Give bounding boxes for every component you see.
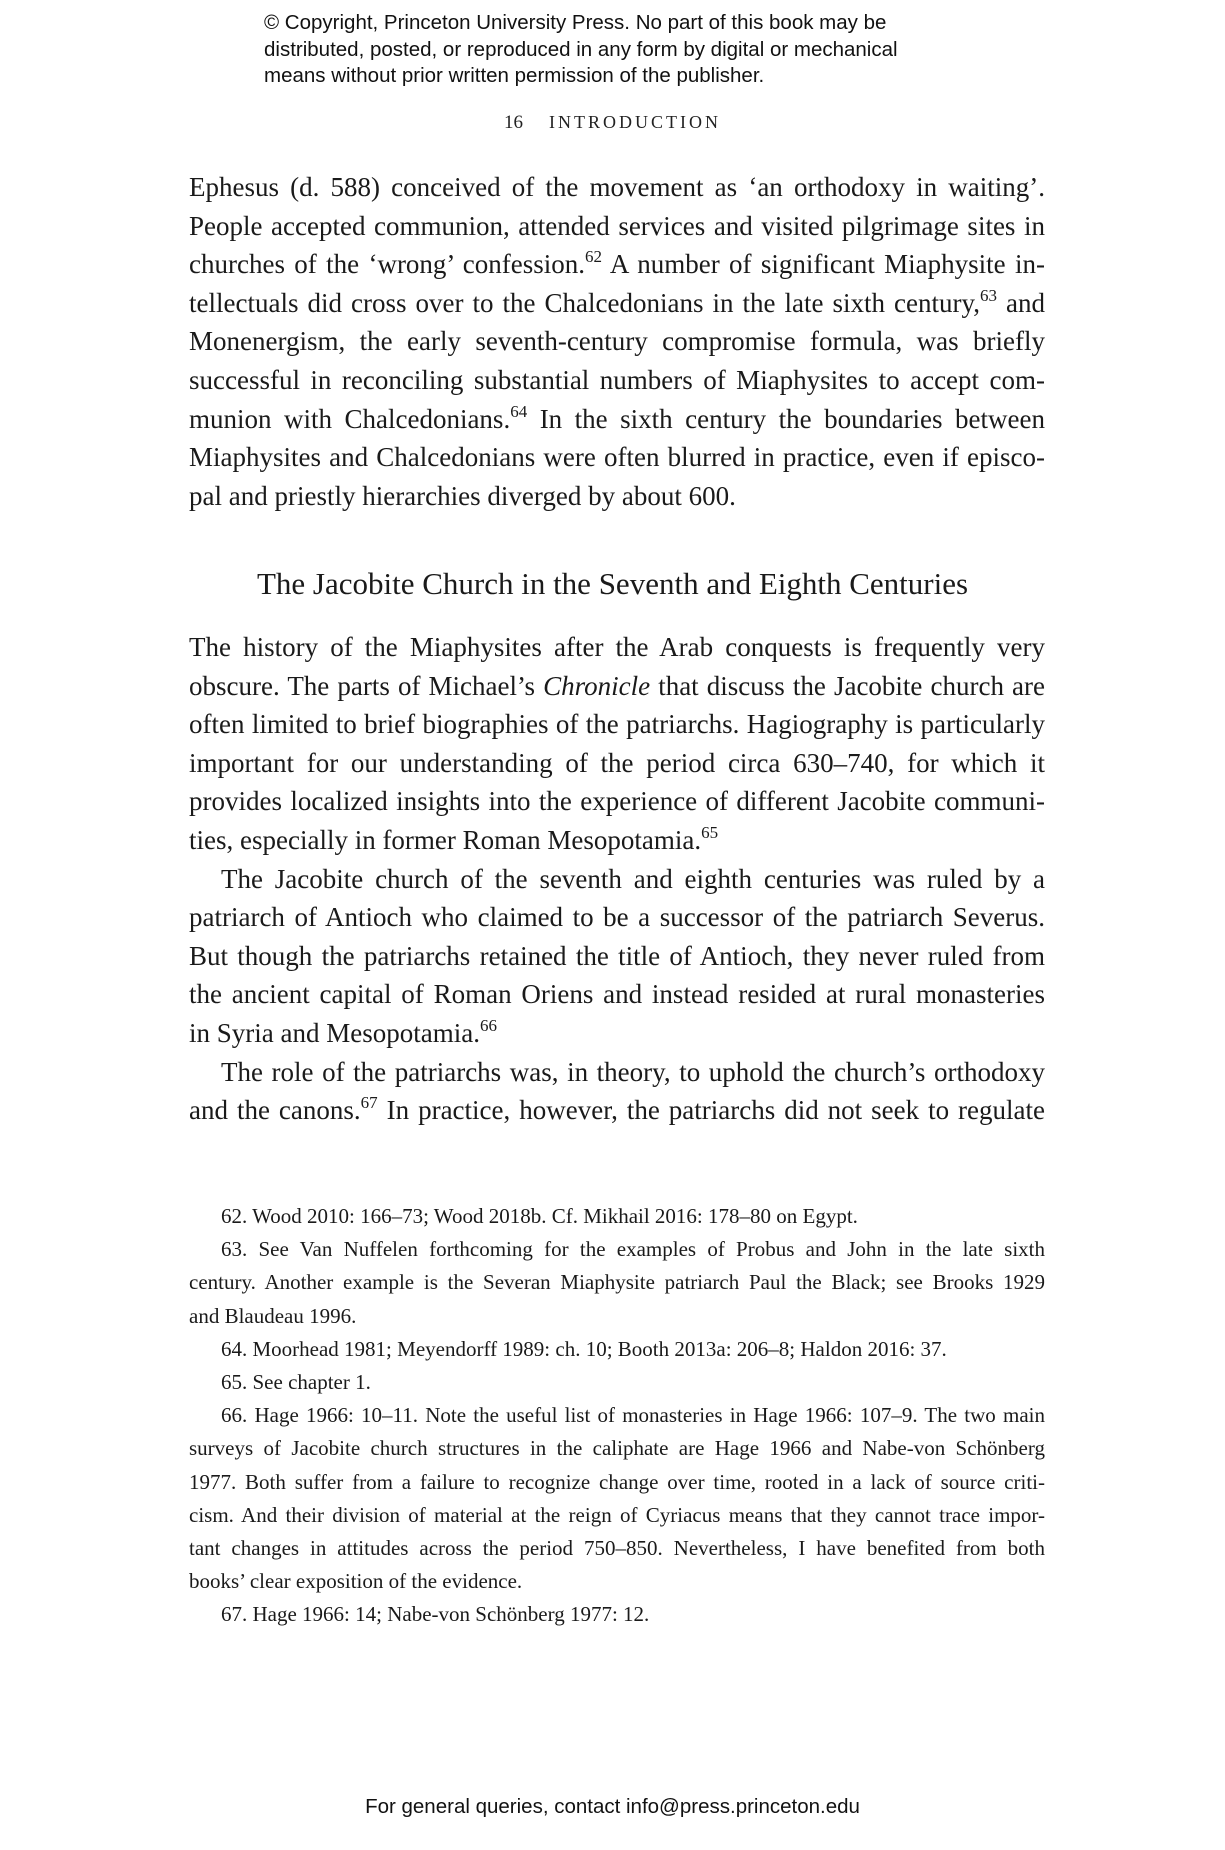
text-line: often limited to brief biographies of the patriarchs. Hagiography is particularly	[189, 709, 1045, 740]
footnote-66-cont: tant changes in attitudes across the period 750–850. Nevertheless, I have benefited from both	[189, 1535, 1045, 1560]
running-head	[0, 112, 1225, 134]
footnote-ref-66[interactable]: 66	[479, 1015, 497, 1035]
text-line: important for our understanding of the period circa 630–740, for which it	[189, 747, 1045, 778]
footnote-ref-65[interactable]: 65	[701, 822, 719, 842]
copyright-line: © Copyright, Princeton University Press. No part of this book may be	[264, 11, 887, 34]
footnote-63-cont: and Blaudeau 1996.	[189, 1303, 357, 1328]
footnote-63: 63. See Van Nuffelen forthcoming for the examples of Probus and John in the late sixth	[221, 1237, 1045, 1262]
footnote-66-cont: 1977. Both suffer from a failure to recognize change over time, rooted in a lack of source criti-	[189, 1469, 1045, 1494]
text-line: tellectuals did cross over to the Chalcedonians in the late sixth century,$^{63}$ and	[189, 285, 1045, 318]
text-line: provides localized insights into the experience of different Jacobite communi-	[189, 786, 1045, 817]
running-head-title: INTRODUCTION	[549, 112, 721, 132]
text-line: obscure. The parts of Michael’s Chronicle that discuss the Jacobite church are	[189, 670, 1046, 701]
footnote-65: 65. See chapter 1.	[221, 1369, 371, 1394]
text-line: churches of the ‘wrong’ confession.$^{62}$ A number of significant Miaphysite in-	[189, 247, 1045, 280]
footnote-67: 67. Hage 1966: 14; Nabe-von Schönberg 1977: 12.	[221, 1602, 650, 1627]
text-line: and the canons.$^{67}$ In practice, however, the patriarchs did not seek to regulate	[189, 1093, 1045, 1126]
text-line: Ephesus (d. 588) conceived of the movement as ‘an orthodoxy in waiting’.	[189, 172, 1045, 202]
text-line: the ancient capital of Roman Oriens and instead resided at rural monasteries	[189, 979, 1045, 1010]
footer-contact: For general queries, contact info@press.princeton.edu	[365, 1795, 860, 1818]
text-line: patriarch of Antioch who claimed to be a successor of the patriarch Severus.	[189, 902, 1045, 933]
footnote-63-cont: century. Another example is the Severan Miaphysite patriarch Paul the Black; see Brooks 1929	[189, 1270, 1045, 1295]
section-body	[189, 628, 1045, 1130]
text-line: The Jacobite church of the seventh and eighth centuries was ruled by a	[221, 863, 1045, 894]
footnote-66-cont: cism. And their division of material at the reign of Cyriacus means that they cannot trace impor-	[189, 1502, 1045, 1527]
text-line: People accepted communion, attended services and visited pilgrimage sites in	[189, 210, 1045, 241]
footnote-ref-63[interactable]: 63	[979, 285, 997, 305]
paragraph-continued	[189, 168, 1045, 515]
text-line: ties, especially in former Roman Mesopotamia.$^{65}$	[189, 822, 719, 855]
text-line: Miaphysites and Chalcedonians were often blurred in practice, even if episco-	[189, 442, 1045, 473]
text-line: munion with Chalcedonians.$^{64}$ In the sixth century the boundaries between	[189, 401, 1045, 434]
footnote-ref-64[interactable]: 64	[510, 401, 528, 421]
copyright-line: means without prior written permission of the publisher.	[264, 64, 765, 87]
text-line: Monenergism, the early seventh-century compromise formula, was briefly	[189, 326, 1045, 357]
text-line: The history of the Miaphysites after the Arab conquests is frequently very	[189, 632, 1045, 662]
footnote-66: 66. Hage 1966: 10–11. Note the useful list of monasteries in Hage 1966: 107–9. The two main	[221, 1403, 1045, 1428]
footnote-62: 62. Wood 2010: 166–73; Wood 2018b. Cf. Mikhail 2016: 178–80 on Egypt.	[221, 1204, 858, 1228]
italic-title: Chronicle	[543, 670, 651, 701]
text-line: successful in reconciling substantial numbers of Miaphysites to accept com-	[189, 364, 1045, 395]
text-line: The role of the patriarchs was, in theory, to uphold the church’s orthodoxy	[221, 1056, 1045, 1087]
footnote-ref-62[interactable]: 62	[585, 247, 602, 267]
footnote-ref-67[interactable]: 67	[360, 1093, 378, 1113]
footnote-66-cont: books’ clear exposition of the evidence.	[189, 1569, 523, 1594]
footnote-66-cont: surveys of Jacobite church structures in the caliphate are Hage 1966 and Nabe-von Schönberg	[189, 1436, 1045, 1461]
text-line: in Syria and Mesopotamia.$^{66}$	[189, 1015, 497, 1048]
copyright-line: distributed, posted, or reproduced in any form by digital or mechanical	[264, 37, 898, 61]
page-number: 16	[504, 112, 523, 133]
section-heading: The Jacobite Church in the Seventh and Eighth Centuries	[256, 566, 969, 601]
text-line: But though the patriarchs retained the title of Antioch, they never ruled from	[189, 940, 1045, 971]
text-line: pal and priestly hierarchies diverged by about 600.	[189, 480, 736, 511]
footnote-64: 64. Moorhead 1981; Meyendorff 1989: ch. 10; Booth 2013a: 206–8; Haldon 2016: 37.	[221, 1336, 947, 1361]
footnotes	[189, 1200, 1045, 1631]
copyright-notice	[264, 10, 1004, 90]
